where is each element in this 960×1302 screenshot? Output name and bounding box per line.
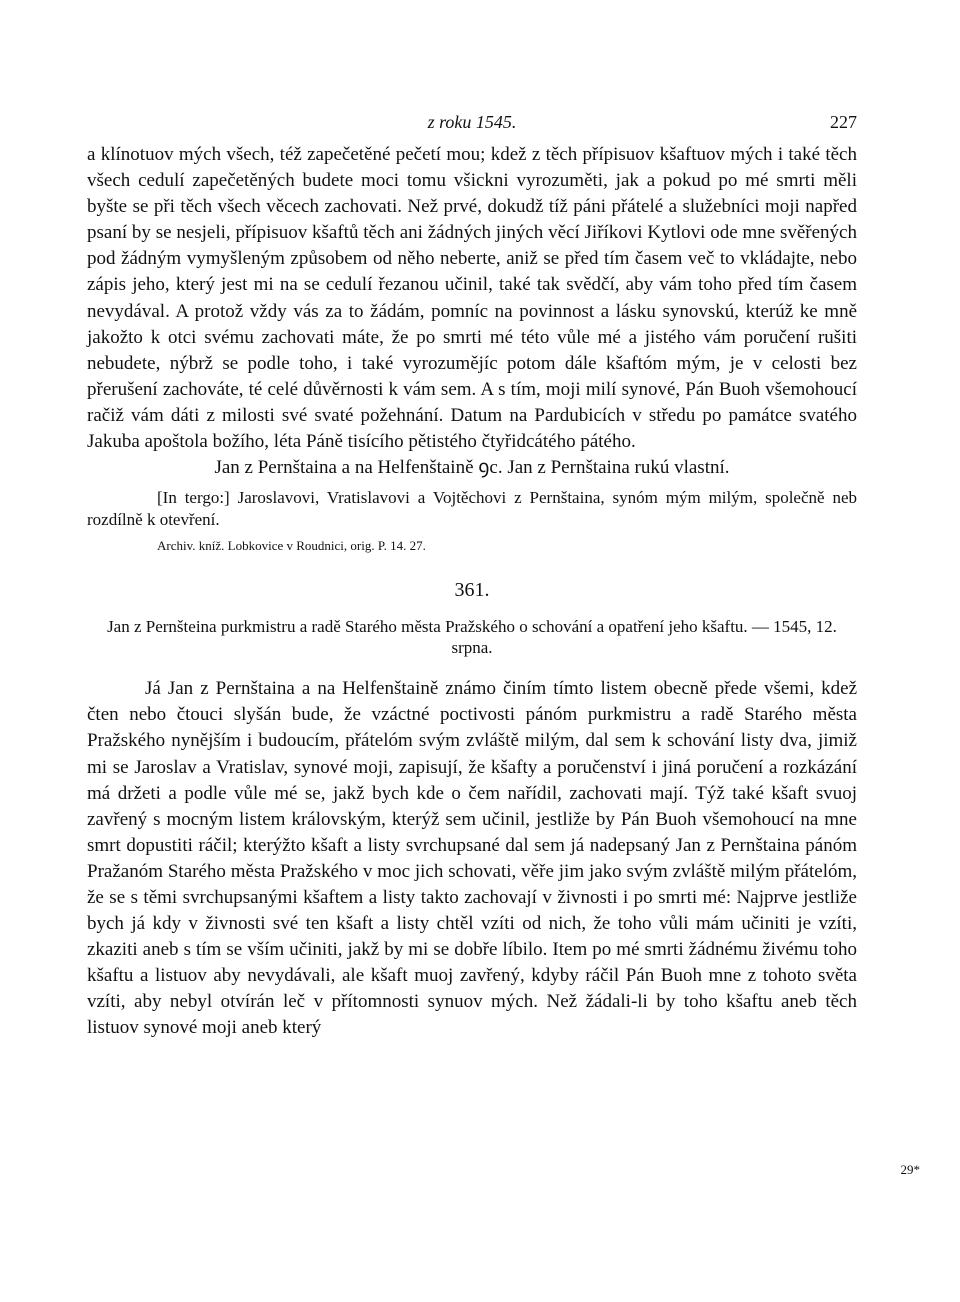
- signature-line: Jan z Pernštaina a na Helfenštaině ꝯc. Jan z Pernštaina rukú vlastní.: [214, 457, 730, 479]
- document-number: 361.: [454, 579, 490, 602]
- page-number: 227: [830, 112, 857, 132]
- running-title: z roku 1545.: [427, 112, 517, 132]
- signature-mark: 29*: [900, 1162, 920, 1177]
- book-page: [87, 112, 857, 1042]
- archive-reference: Archiv. kníž. Lobkovice v Roudnici, orig. P. 14. 27.: [157, 538, 426, 554]
- address-note: [In tergo:] Jaroslavovi, Vratislavovi a Vojtěchovi z Pernštaina, synóm mým milým, společně neb rozdílně k otevření.: [87, 488, 857, 530]
- running-head: [87, 112, 857, 142]
- document-heading: Jan z Pernšteina purkmistru a radě Starého města Pražského o schování a opatření jeho kšaftu. — 1545, 12. srpna.: [107, 617, 837, 658]
- document-paragraph: Já Jan z Pernštaina a na Helfenštaině známo činím tímto listem obecně přede všemi, kdež čten nebo čtouci slyšán bude, že vzáctné poctivosti pánóm purkmistru a radě Starého města Pražského nynějším i budoucím, přátelóm svým zvláště milým, dal sem k schování listy dva, jimiž mi se Jaroslav a Vratislav, synové moji, zapisují, že kšafty a poručenství i jiná poručení a rozkázání má držeti a podle vůle mé se, jakž bych kde o čem nařídil, zachovati mají. Týž také kšaft svuoj zavřený s mocným listem královským, kterýž sem učinil, jestliže by Pán Buoh všemohoucí na mne smrt dopustiti ráčil; kterýžto kšaft a listy svrchupsané dal sem já nadepsaný Jan z Pernštaina pánóm Pražanóm Starého města Pražského v moc jich schovati, věře jim jako svým zvláště milým přátelóm, že se s těmi svrchupsanými kšaftem a listy takto zachovají v živnosti i po smrti mé: Najprve jestliže bych já kdy v živnosti své ten kšaft a listy chtěl vzíti od nich, že toho vůli mám učiniti je vzíti, zkaziti aneb s tím se vším učiniti, jakž by mi se dobře líbilo. Item po mé smrti žádnému živému toho kšaftu a listuov aby nevydávali, ale kšaft muoj zavřený, kdyby ráčil Pán Buoh mne z tohoto světa vzíti, aby nebyl otvírán leč v přítomnosti synuov mých. Než žádali-li by toho kšaftu aneb těch listuov synové moji aneb který: [87, 678, 857, 1039]
- continued-paragraph: a klínotuov mých všech, též zapečetěné pečetí mou; kdež z těch přípisuov kšaftuov mých i také těch všech cedulí zapečetěných budete moci tomu všickni vyrozuměti, jak a pokud po mé smrti měli byšte se při těch všech věcech zachovati. Než prvé, dokudž tíž páni přátelé a služebníci moji napřed psaní by se nesjeli, přípisuov kšaftů těch ani žádných jiných věcí Jiříkovi Kytlovi ode mne svěřených pod žádným vymyšleným způsobem od něho neberte, aniž se před tím časem več to vkládajte, nebo zápis jeho, který jest mi na se cedulí řezanou učinil, také tak svědčí, aby vám toho před tím časem nevydával. A protož vždy vás za to žádám, pomníc na povinnost a lásku synovskú, kterúž ke mně jakožto k otci svému zachovati máte, že po smrti mé této vůle mé a jistého vám poručení rušiti nebudete, nýbrž se podle toho, i také vyrozumějíc potom dále kšaftóm mým, je v celosti bez přerušení zachováte, té celé důvěrnosti k vám sem. A s tím, moji milí synové, Pán Buoh všemohoucí račiž vám dáti z milosti své svaté požehnání. Datum na Pardubicích v středu po památce svatého Jakuba apoštola božího, léta Páně tisícího pětistého čtyřidcátého pátého.: [87, 144, 857, 453]
